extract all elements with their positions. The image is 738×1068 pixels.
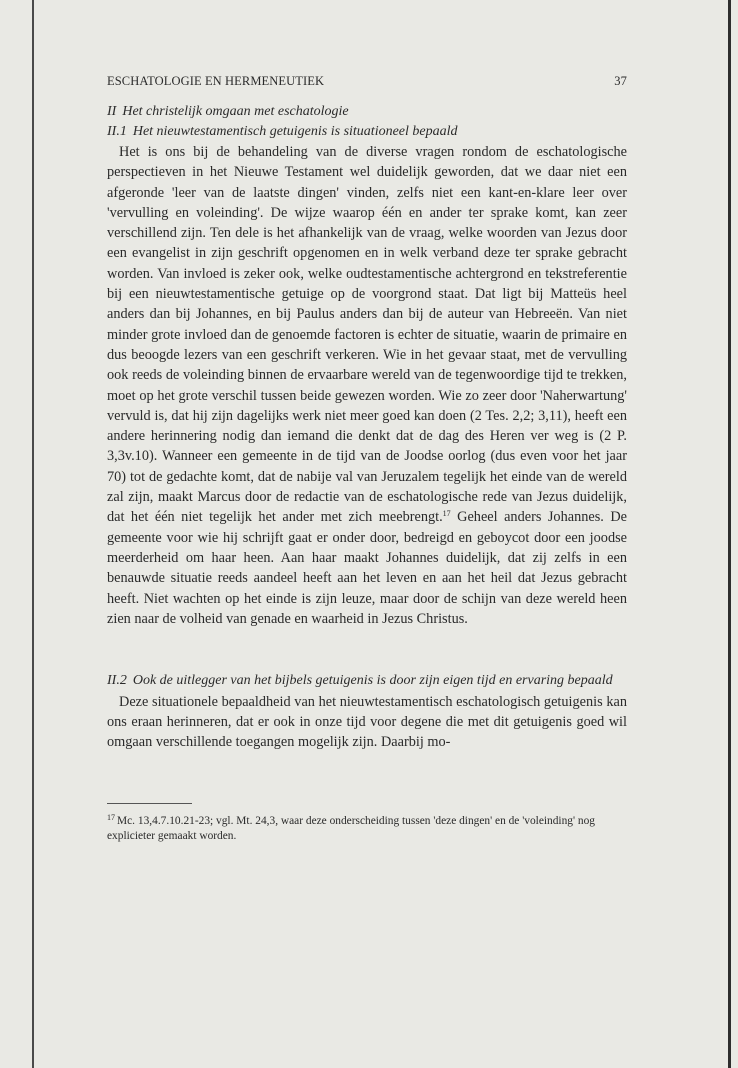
subsection-number: II.1: [107, 124, 127, 139]
page-number: 37: [614, 74, 627, 88]
paragraph-1-text-a: Het is ons bij de behandeling van de diverse vragen rondom de eschatologische perspectieven in het Nieuwe Testament wel duidelijk geworden, dat we daar niet een afgeronde 'leer van de laatste dingen' vinden, zelfs niet een kant-en-klare leer over 'vervulling en voleinding'. De wijze waarop één en ander ter sprake komt, kan zeer verschillend zijn. Ten dele is het afhankelijk van de vraag, welke woorden van Jezus door een evangelist in zijn geschrift opgenomen en in welk verband deze ter sprake gebracht worden. Van invloed is zeker ook, welke oudtestamentische achtergrond en tekstreferentie bij een nieuwtestamentische getuige op de voorgrond staat. Dat ligt bij Matteüs heel anders dan bij Johannes, en bij Paulus anders dan bij de auteur van Hebreeën. Van niet minder grote invloed dan de genoemde factoren is echter de situatie, waarin de primaire en dus beoogde lezers van een geschrift verkeren. Wie in het gevaar staat, met de vervulling ook reeds de voleinding binnen de ervaarbare wereld van de tegenwoordige tijd te trekken, moet op het grote verschil tussen beide gewezen worden. Wie zo zeer door 'Naherwartung' vervuld is, dat hij zijn dagelijks werk niet meer goed kan doen (2 Tes. 2,2; 3,11), heeft een andere herinnering nodig dan iemand die denkt dat de dag des Heren ver weg is (2 P. 3,3v.10). Wanneer een gemeente in de tijd van de Joodse oorlog (dus even voor het jaar 70) tot de gedachte komt, dat de nabije val van Jeruzalem tegelijk het einde van de wereld zal zijn, maakt Marcus door de redactie van de eschatologische rede van Jezus duidelijk, dat het één niet tegelijk het ander met zich meebrengt.: [107, 144, 627, 526]
footnote-reference[interactable]: 17: [442, 509, 451, 519]
paragraph-1-text-b: Geheel anders Johannes. De gemeente voor wie hij schrijft gaat er onder door, bedreigd en geboycot door een joodse meerderheid om haar heen. Aan haar maakt Johannes duidelijk, dat zij zelfs in een benauwde situatie reeds aandeel heeft aan het leven en aan het heil dat Jezus gebracht heeft. Niet wachten op het einde is zijn leuze, maar door de schijn van deze wereld heen zien naar de volheid van genade en waarheid in Jezus Christus.: [107, 509, 627, 627]
running-title: ESCHATOLOGIE EN HERMENEUTIEK: [107, 74, 325, 88]
scan-left-edge: [32, 0, 34, 1068]
subsection-heading-ii-1: [107, 122, 627, 142]
running-head: [107, 72, 627, 92]
subsection-heading-ii-2: [107, 671, 627, 692]
footnote-marker: 17: [107, 812, 115, 822]
footnote-17: [107, 810, 627, 844]
scan-right-edge: [728, 0, 731, 1068]
footnote-divider: [107, 803, 192, 804]
body-paragraph-1: [107, 142, 627, 629]
subsection-number: II.2: [107, 673, 127, 689]
body-paragraph-2: Deze situationele bepaaldheid van het nieuwtestamentisch eschatologisch getuigenis kan ons eraan herinneren, dat er ook in onze tijd voor degene die met dit getuigenis goed wil omgaan verschillende toegangen mogelijk zijn. Daarbij mo-: [107, 693, 627, 751]
section-title: Het christelijk omgaan met eschatologie: [122, 104, 349, 119]
section-number: II: [107, 104, 117, 119]
section-heading-ii: [107, 102, 627, 122]
subsection-title: Het nieuwtestamentisch getuigenis is situationeel bepaald: [132, 124, 458, 139]
section-gap: [107, 629, 627, 671]
subsection-title: Ook de uitlegger van het bijbels getuigenis is door zijn eigen tijd en ervaring bepaald: [132, 673, 613, 689]
footnote-text: Mc. 13,4.7.10.21-23; vgl. Mt. 24,3, waar deze onderscheiding tussen 'deze dingen' en de 'voleinding' nog explicieter gemaakt worden.: [107, 814, 595, 842]
page-content: [107, 72, 627, 844]
